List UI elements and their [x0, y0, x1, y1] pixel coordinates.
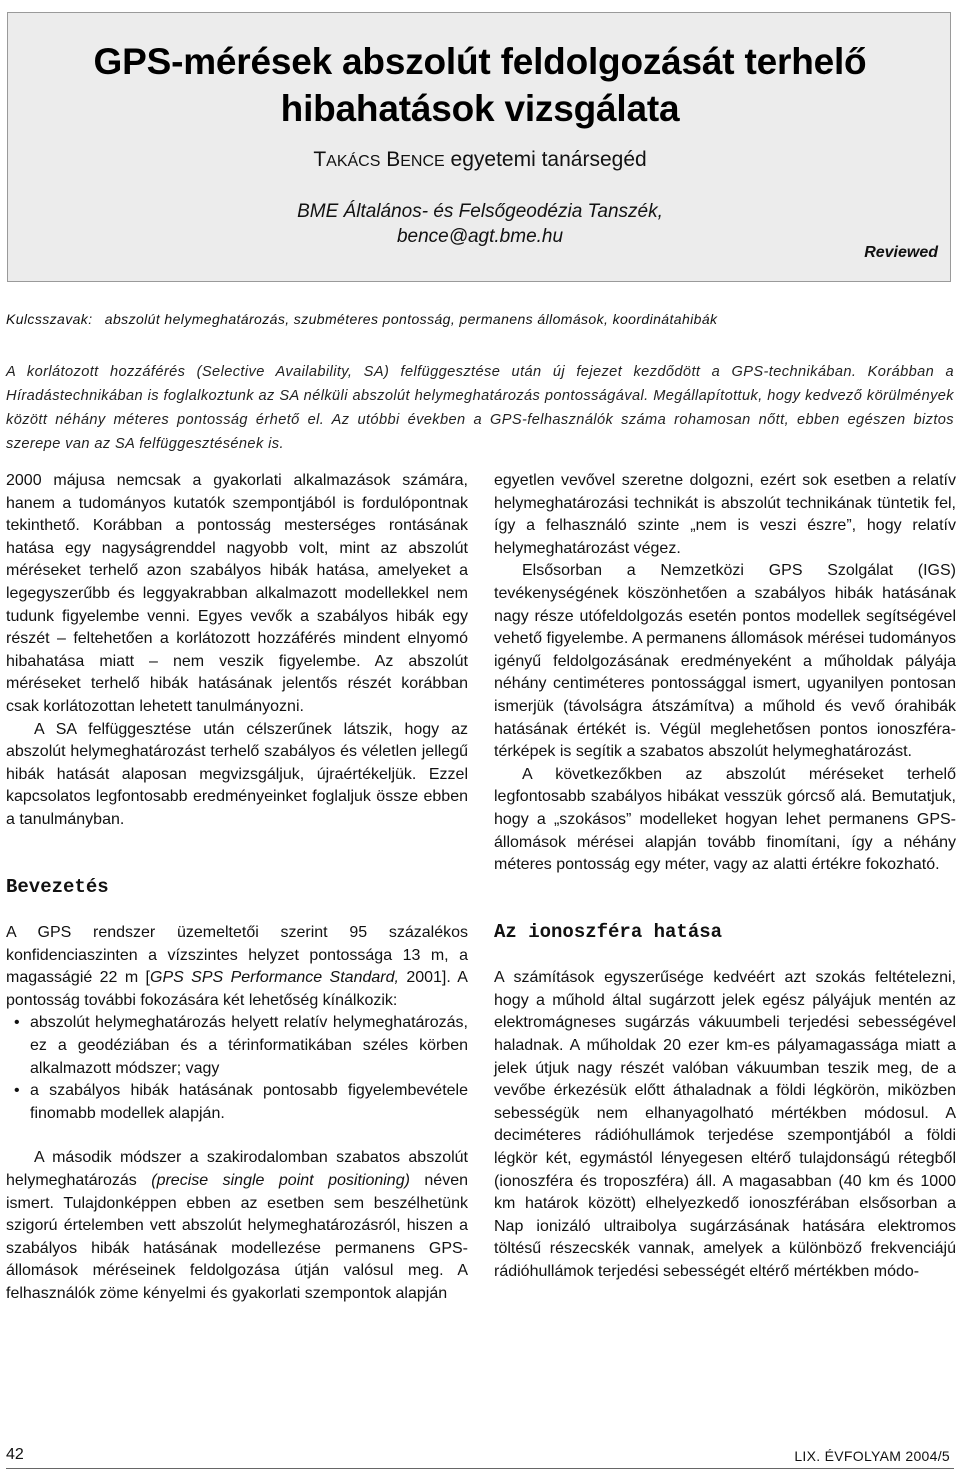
author-first-rest: ENCE — [400, 153, 445, 170]
paragraph — [6, 922, 468, 1012]
paragraph: A SA felfüggesztése után célszerűnek látszik, hogy az abszolút helymeghatározást terhelő szabályos és véletlen jellegű hibák hatását alaposan megvizsgáljuk, újraértékeljük. Ezzel kapcsolatos legfontosabb eredményeinket foglaljuk össze ebben a tanulmányban. — [6, 720, 468, 828]
text-span: 2001]. A pontosság további fokozására két lehetőség kínálkozik: — [6, 969, 468, 1009]
author-last-cap: T — [313, 148, 327, 171]
section-heading-bevezetes: Bevezetés — [6, 875, 109, 898]
paragraph: A következőkben az abszolút méréseket terhelő legfontosabb szabályos hibákat vesszük górcső alá. Bemutatjuk, hogy a „szokásos” modelleket hogyan lehet permanens GPS-állomások mérései alapján tovább finomítani, így a néhány méteres pontosság egy méter, vagy az alatti értékre fokozható. — [494, 765, 956, 874]
abstract: A korlátozott hozzáférés (Selective Availability, SA) felfüggesztése után új fejezet kezdődött a GPS-technikában. Korábban a Híradástechnikában is foglalkoztunk az SA nélküli abszolút helymeghatározás pontosságával. Megállapítottuk, hogy kedvező körülmények között néhány méteres pontosság érhető el. Az utóbbi években a GPS-felhasználók száma rohamosan nőtt, ebben egészen biztos szerepe van az SA felfüggesztésének is. — [6, 364, 954, 452]
list-item: • abszolút helymeghatározás helyett relatív helymeghatározás, ez a geodéziában és a térinformatikában széles körben alkalmazott módszer; vagy — [6, 1012, 468, 1080]
reviewed-label: Reviewed — [864, 244, 938, 261]
list-item: • a szabályos hibák hatásának pontosabb figyelembevétele finomabb modellek alapján. — [6, 1080, 468, 1125]
right-column — [494, 470, 956, 1284]
text-span: A GPS rendszer üzemeltetői szerint 95 százalékos konfidenciaszinten a vízszintes helyzet pontossága 13 m, a magasságié 22 m [ — [6, 924, 468, 987]
author-line — [0, 148, 960, 172]
paragraph: Elsősorban a Nemzetközi GPS Szolgálat (IGS) tevékenységének köszönhetően a szabályos hibák hatásának nagy része utófeldolgozás esetén pontos modellek segítségével vehető figyelembe. A permanens állomások mérései tudományos igényű feldolgozásának eredményeként a műholdak pályája néhány centiméteres pontossággal ismert, ugyanilyen pontosan ismerjük (távolságra átszámítva) a műhold és vevő órahibák hatásának értékét is. Végül meglehetősen pontos ionoszféra-térképek is segítik a szabatos abszolút helymeghatározást. — [494, 562, 956, 761]
author-role: egyetemi tanársegéd — [450, 148, 647, 171]
left-column — [6, 470, 468, 1306]
author-first-cap: B — [386, 148, 401, 171]
section-heading-ionoszfera: Az ionoszféra hatása — [494, 920, 723, 943]
term-emphasis: (precise single point positioning) — [151, 1172, 410, 1190]
text-span: néven ismert. Tulajdonképpen ebben az esetben sem beszélhetünk szigorú értelemben vett abszolút helymeghatározásról, hiszen a szabályos hibák hatásának modellezése permanens GPS-állomások méréseinek feldolgozása útján valósul meg. A felhasználók zöme kényelmi és gyakorlati szempontok alapján — [6, 1172, 468, 1302]
bullet-list — [6, 1012, 468, 1125]
paragraph: 2000 májusa nemcsak a gyakorlati alkalmazások számára, hanem a tudományos kutatók szempontjából is fordulópontnak tekinthető. Korábban a pontosság mesterséges rontásának hatása egy nagyságrenddel nagyobb volt, mint az abszolút méréseket terhelő azon szabályos hibák hatása, amelyeket a legegyszerűbb és leggyakrabban alkalmazott modellekkel nem tudunk figyelembe venni. Egyes vevők a szabályos hibák egy részét – feltehetően a korlátozott hozzáférés mindent elnyomó hibahatása miatt – nem veszik figyelembe. Az abszolút méréseket terhelő hibák hatásának jelentős részét korábban csak korlátozottan lehetett tanulmányozni. — [6, 472, 468, 715]
keywords-text: abszolút helymeghatározás, szubméteres pontosság, permanens állomások, koordinátahibák — [104, 311, 718, 327]
author-last-rest: AKÁCS — [326, 153, 381, 170]
keywords-label: Kulcsszavak: — [6, 311, 93, 327]
paragraph: egyetlen vevővel szeretne dolgozni, ezért sok esetben a relatív helymeghatározási technikát is abszolút technikának tüntetik fel, így a felhasználó szinte „nem is veszi észre”, hogy relatív helymeghatározást végez. — [494, 472, 956, 557]
journal-issue: LIX. ÉVFOLYAM 2004/5 — [794, 1448, 950, 1464]
affiliation: BME Általános- és Felsőgeodézia Tanszék, — [297, 201, 663, 222]
citation: GPS SPS Performance Standard, — [150, 969, 399, 987]
paragraph: A számítások egyszerűsége kedvéért azt szokás feltételezni, hogy a műhold által sugárzott jelek egész pályájuk mentén az elektromágneses sugárzás vákuumbeli terjedési sebességével haladnak. A műholdak 20 ezer km-es pályamagassága miatt a jelek útjuk nagy részét valóban vákuumban teszik meg, de a vevőbe érkezésük előtt áthaladnak a földi légkörön, miközben sebességük nem elhanyagolható mértékben módosul. A deciméteres rádióhullámok terjedése szempontjából a földi légkör két, egymástól lényegesen eltérő tulajdonságú rétegből (ionoszféra és troposzféra) áll. A magasabban (40 km és 1000 km határok között) elhelyezkedő ionoszférában elsősorban a Nap ionizáló ultraibolya sugárzásának hatására elektromos töltésű részecskék vannak, amelyek a különböző frekvenciájú rádióhullámok terjedési sebességét eltérő mértékben módo- — [494, 969, 956, 1280]
keywords — [6, 311, 956, 327]
text-span: A második módszer a szakirodalomban szabatos abszolút helymeghatározás — [6, 1149, 468, 1190]
article-title: GPS-mérések abszolút feldolgozását terhelő hibahatások vizsgálata — [93, 41, 867, 129]
author-email[interactable]: bence@agt.bme.hu — [396, 226, 564, 247]
paragraph — [6, 1147, 468, 1305]
page-number: 42 — [6, 1446, 24, 1463]
footer-divider — [6, 1468, 954, 1469]
